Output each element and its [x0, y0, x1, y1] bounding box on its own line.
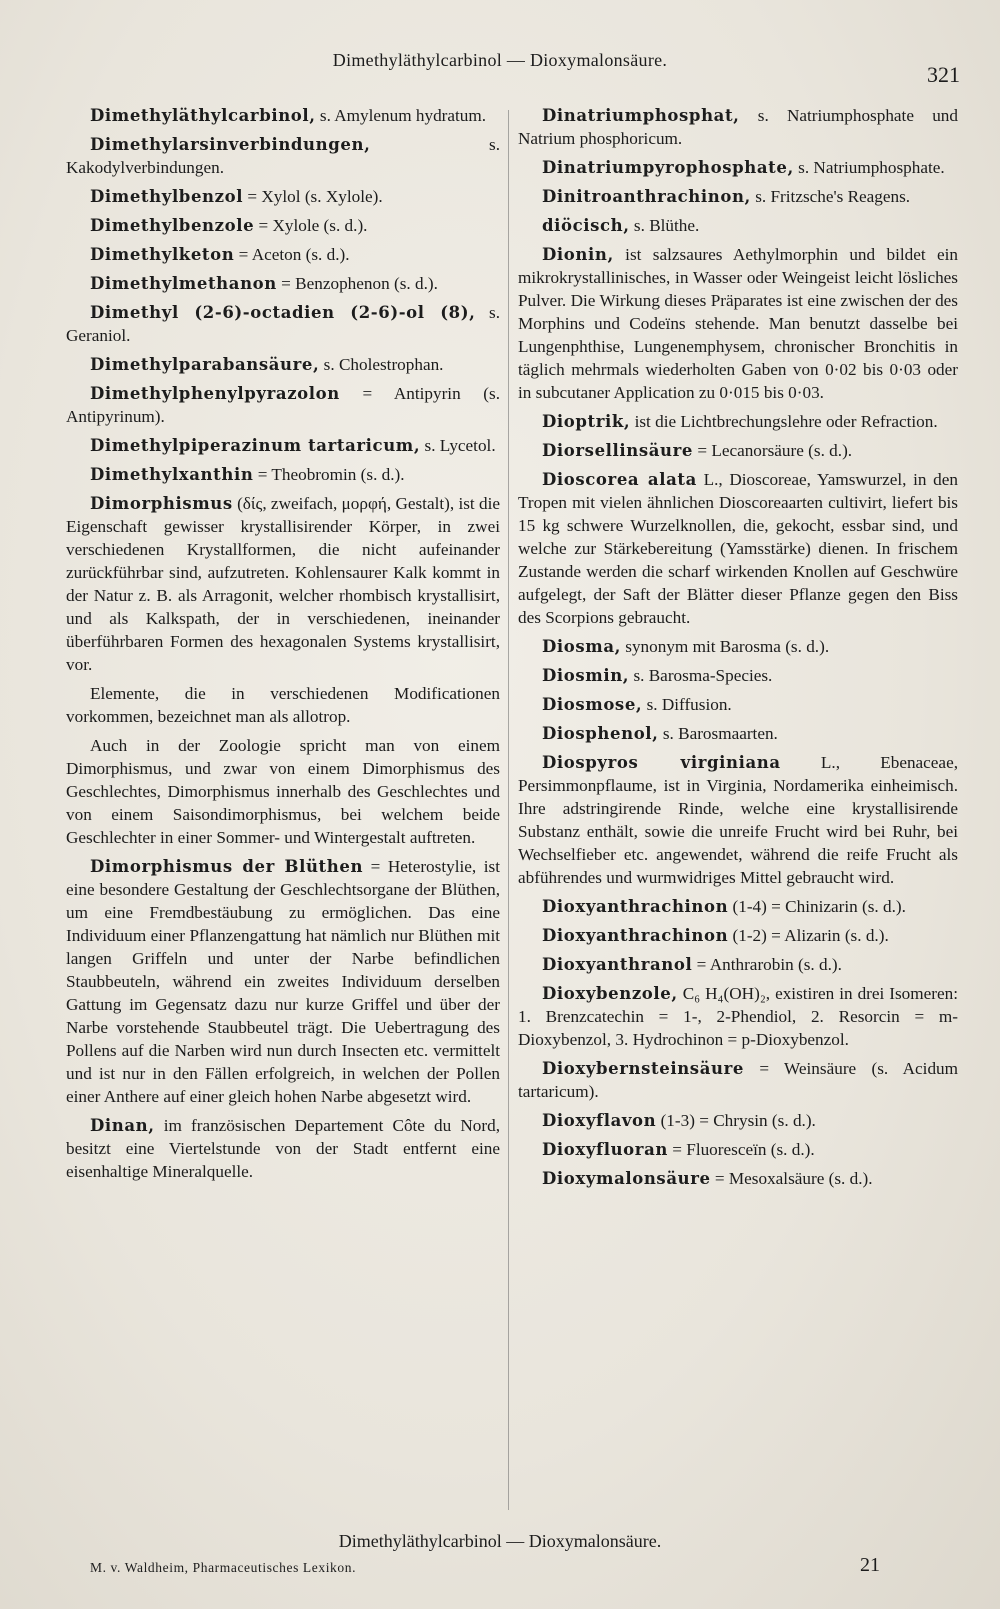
entry-text: s. Blüthe. [629, 216, 700, 235]
entry-headword: Diorsellinsäure [542, 441, 694, 460]
entry-text: = Mesoxalsäure (s. d.). [710, 1169, 873, 1188]
entry-text: = Xylole (s. d.). [254, 216, 368, 235]
entry-text: s. Barosma-Species. [629, 666, 773, 685]
dictionary-entry [66, 104, 500, 127]
entry-text: s. Amylenum hydratum. [315, 106, 487, 125]
entry-headword: Dioxyanthrachinon [542, 926, 729, 945]
dictionary-entry [66, 492, 500, 676]
left-column [66, 104, 500, 1189]
entry-text: (1-2) = Alizarin (s. d.). [728, 926, 889, 945]
entry-headword: Dimethylbenzol [90, 187, 244, 206]
entry-text: s. Natriumphosphate und Natrium phosphoricum. [518, 106, 958, 148]
dictionary-entry [518, 214, 958, 237]
entry-text: Auch in der Zoologie spricht man von einem Dimorphismus, und zwar von einem Dimorphismus des Geschlechtes, Dimorphismus innerhalb des Geschlechtes und von einem Saisondimorphismus, bei welchem beide Geschlechter in einer Sommer- und Wintergestalt auftreten. [66, 736, 500, 847]
entry-text: = Anthrarobin (s. d.). [692, 955, 842, 974]
entry-headword: Diosma, [542, 637, 621, 656]
dictionary-entry [518, 243, 958, 404]
entry-text: s. Kakodylverbindungen. [66, 135, 500, 177]
entry-text: s. Geraniol. [66, 303, 500, 345]
dictionary-entry [518, 156, 958, 179]
dictionary-entry [66, 434, 500, 457]
entry-headword: Dioxyflavon [542, 1111, 657, 1130]
right-column [518, 104, 958, 1196]
page-number: 321 [927, 62, 960, 87]
entry-headword: Dinatriumphosphat, [542, 106, 740, 125]
entry-headword: Dimorphismus der Blüthen [90, 857, 364, 876]
dictionary-entry [66, 734, 500, 849]
entry-headword: Dioxybernsteinsäure [542, 1059, 744, 1078]
entry-text: (1-3) = Chrysin (s. d.). [656, 1111, 816, 1130]
entry-text: im französischen Departement Côte du Nord, besitzt eine Viertelstunde von der Stadt entfernt eine eisenhaltige Mineralquelle. [66, 1116, 500, 1181]
dictionary-entry [66, 185, 500, 208]
column-divider [508, 110, 509, 1510]
entry-text: = Antipyrin (s. Antipyrinum). [66, 384, 500, 426]
entry-headword: Dimethylpiperazinum tartaricum, [90, 436, 421, 455]
entry-headword: Dioxyanthranol [542, 955, 693, 974]
entry-headword: Dimethyl (2-6)-octadien (2-6)-ol (8), [90, 303, 476, 322]
entry-headword: Dimethylarsinverbindungen, [90, 135, 371, 154]
entry-headword: Dimethylxanthin [90, 465, 254, 484]
entry-text: C₆ H₄(OH)₂, existiren in drei Isomeren: 1. Brenzcatechin = 1-, 2-Phendiol, 2. Resorcin = m-Dioxybenzol, 3. Hydrochinon = p-Dioxybenzol. [518, 984, 958, 1049]
dictionary-entry [66, 272, 500, 295]
entry-headword: Dimethylbenzole [90, 216, 255, 235]
entry-text: = Aceton (s. d.). [234, 245, 350, 264]
dictionary-entry [518, 722, 958, 745]
entry-headword: Dimorphismus [90, 494, 233, 513]
entry-text: L., Dioscoreae, Yamswurzel, in den Tropen mit vielen ähnlichen Dioscoreaarten cultivirt, liefert bis 15 kg schwere Wurzelknollen, die, gekocht, essbar sind, und welche zur Stärkebereitung (Yamsstärke) dienen. In frischem Zustande werden die scharf wirkenden Knollen auf Geschwüre aufgelegt, der Saft der Blätter dieser Pflanze gegen den Biss des Scorpions gebraucht. [518, 470, 958, 627]
entry-text: = Theobromin (s. d.). [253, 465, 405, 484]
dictionary-entry [66, 214, 500, 237]
entry-headword: Dimethyläthylcarbinol, [90, 106, 316, 125]
dictionary-entry [66, 301, 500, 347]
dictionary-entry [66, 682, 500, 728]
entry-headword: Dioxyanthrachinon [542, 897, 729, 916]
entry-text: ist die Lichtbrechungslehre oder Refraction. [630, 412, 938, 431]
entry-text: s. Lycetol. [420, 436, 496, 455]
entry-text: = Fluoresceïn (s. d.). [667, 1140, 815, 1159]
dictionary-entry [66, 855, 500, 1108]
dictionary-entry [518, 1138, 958, 1161]
entry-headword: diöcisch, [542, 216, 630, 235]
entry-headword: Dinatriumpyrophosphate, [542, 158, 794, 177]
entry-headword: Dioxyfluoran [542, 1140, 668, 1159]
dictionary-entry [518, 1057, 958, 1103]
dictionary-entry [518, 982, 958, 1051]
dictionary-entry [518, 953, 958, 976]
entry-text: s. Fritzsche's Reagens. [750, 187, 911, 206]
entry-headword: Dioxymalonsäure [542, 1169, 711, 1188]
entry-headword: Dimethylparabansäure, [90, 355, 320, 374]
running-title: Dimethyläthylcarbinol — Dioxymalonsäure. [332, 50, 668, 70]
entry-text: (δίς, zweifach, μορφή, Gestalt), ist die Eigenschaft gewisser krystallisirender Körper, in zwei verschiedenen Krystallformen, die nicht aufeinander zurückführbar sind, aufzutreten. Kohlensaurer Kalk kommt in der Natur z. B. als Arragonit, welcher rhombisch krystallisirt, und als Kalkspath, der in verschiedenen, ineinander überführbaren Formen des hexagonalen Systems krystallisirt, vor. [66, 494, 500, 674]
entry-text: synonym mit Barosma (s. d.). [620, 637, 830, 656]
dictionary-entry [66, 463, 500, 486]
entry-headword: Dinan, [90, 1116, 155, 1135]
dictionary-entry [66, 133, 500, 179]
dictionary-entry [66, 243, 500, 266]
entry-headword: Diosmose, [542, 695, 643, 714]
entry-text: = Benzophenon (s. d.). [276, 274, 438, 293]
dictionary-entry [518, 468, 958, 629]
entry-headword: Diospyros virginiana [542, 753, 781, 772]
entry-text: L., Ebenaceae, Persimmonpflaume, ist in Virginia, Nordamerika einheimisch. Ihre adstringirende Rinde, welche eine krystallisirende Substanz enthält, sowie die unreife Frucht wird bei Ruhr, bei Wechselfieber etc. angewendet, während die reife Frucht als abführendes und wurmwidriges Mittel gebraucht wird. [518, 753, 958, 887]
dictionary-entry [518, 924, 958, 947]
entry-text: s. Barosmaarten. [658, 724, 778, 743]
entry-headword: Dioxybenzole, [542, 984, 678, 1003]
entry-text: = Weinsäure (s. Acidum tartaricum). [518, 1059, 958, 1101]
entry-text: s. Natriumphosphate. [793, 158, 945, 177]
entry-headword: Dinitroanthrachinon, [542, 187, 751, 206]
entry-headword: Dioptrik, [542, 412, 631, 431]
dictionary-entry [518, 410, 958, 433]
dictionary-entry [66, 382, 500, 428]
publisher-line: M. v. Waldheim, Pharmaceutisches Lexikon. [90, 1560, 357, 1575]
dictionary-entry [518, 1167, 958, 1190]
entry-text: Elemente, die in verschiedenen Modificationen vorkommen, bezeichnet man als allotrop. [66, 684, 500, 726]
entry-headword: Dimethylphenylpyrazolon [90, 384, 340, 403]
entry-text: s. Diffusion. [642, 695, 732, 714]
entry-headword: Dimethylketon [90, 245, 235, 264]
entry-headword: Dioscorea alata [542, 470, 697, 489]
dictionary-entry [518, 664, 958, 687]
dictionary-entry [66, 353, 500, 376]
signature-number: 21 [860, 1554, 880, 1576]
dictionary-entry [518, 104, 958, 150]
dictionary-entry [518, 751, 958, 889]
dictionary-entry [66, 1114, 500, 1183]
entry-headword: Dimethylmethanon [90, 274, 277, 293]
footer-title: Dimethyläthylcarbinol — Dioxymalonsäure. [338, 1531, 662, 1551]
dictionary-entry [518, 1109, 958, 1132]
entry-headword: Diosmin, [542, 666, 630, 685]
entry-text: (1-4) = Chinizarin (s. d.). [728, 897, 906, 916]
entry-text: = Heterostylie, ist eine besondere Gestaltung der Geschlechtsorgane der Blüthen, um eine Fremdbestäubung zu ermöglichen. Das eine Individuum einer Pflanzengattung hat nämlich nur Blüthen mit langen Griffeln und unter der Narbe befindlichen Staubbeuteln, während ein zweites Individuum derselben Gattung im Gegensatz dazu nur kurze Griffel und über der Narbe vorstehende Staubbeutel trägt. Die Uebertragung des Pollens auf die Narben wird nun durch Insecten etc. vermittelt und ist nur in den Fällen erfolgreich, in welchen der Pollen einer Anthere auf einer gleich hohen Narbe abgesetzt wird. [66, 857, 500, 1106]
dictionary-entry [518, 693, 958, 716]
entry-text: ist salzsaures Aethylmorphin und bildet ein mikrokrystallinisches, in Wasser oder Weingeist leicht lösliches Pulver. Die Wirkung dieses Präparates ist eine zwischen der des Morphins und Codeïns stehende. Man benutzt dasselbe bei Lungenphthise, Lungenemphysem, chronischer Bronchitis in täglich mehrmals wiederholten Gaben von 0·02 bis 0·03 oder in subcutaner Application zu 0·015 bis 0·03. [518, 245, 958, 402]
entry-text: = Lecanorsäure (s. d.). [693, 441, 853, 460]
entry-headword: Diosphenol, [542, 724, 659, 743]
dictionary-entry [518, 439, 958, 462]
dictionary-entry [518, 635, 958, 658]
entry-headword: Dionin, [542, 245, 614, 264]
dictionary-entry [518, 185, 958, 208]
entry-text: = Xylol (s. Xylole). [243, 187, 383, 206]
entry-text: s. Cholestrophan. [319, 355, 444, 374]
dictionary-entry [518, 895, 958, 918]
